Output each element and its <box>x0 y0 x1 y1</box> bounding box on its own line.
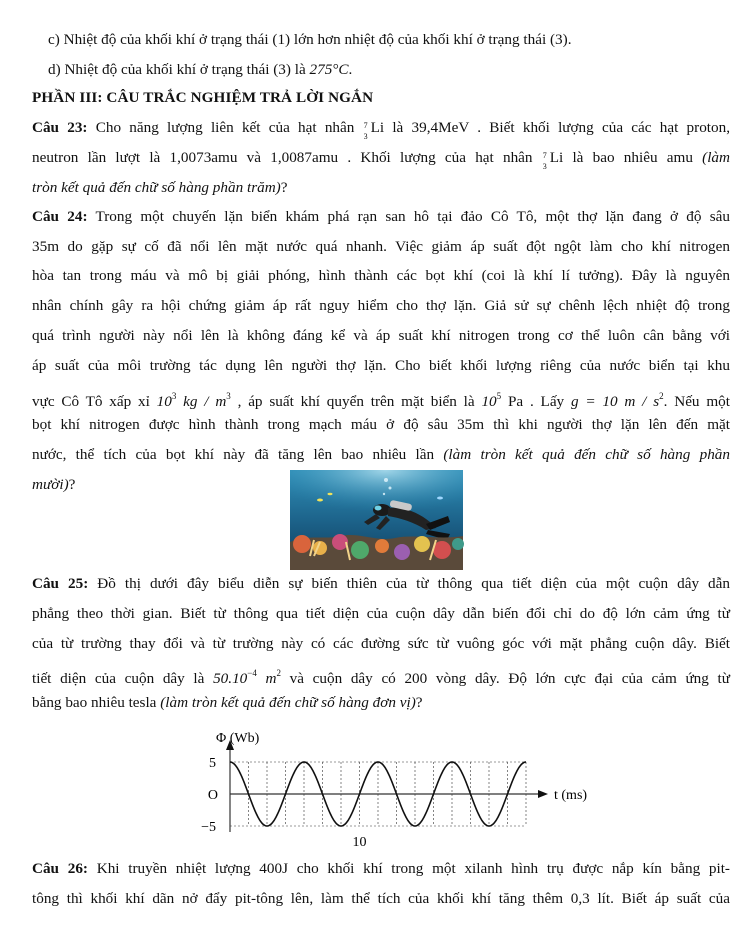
x-axis-arrow <box>538 790 548 798</box>
statement-d: d) Nhiệt độ của khối khí ở trạng thái (3) là 275°C. <box>48 61 353 78</box>
q26-label: Câu 26: <box>32 860 88 877</box>
x-axis-label: t (ms) <box>554 788 588 803</box>
q24-line-9: nước, thể tích của bọt khí này đã tăng lên bao nhiêu lần (làm tròn kết quả đến chữ số hàng phần <box>32 446 730 463</box>
section-header: PHẦN III: CÂU TRẮC NGHIỆM TRẢ LỜI NGẮN <box>32 89 374 106</box>
q24-line-5: quá trình người này nổi lên là không đáng kể và áp suất khí nitrogen trong cơ thể luôn cân bằng với <box>32 327 730 344</box>
q24-line-10: mười)? <box>32 476 76 493</box>
x-tick-label: 10 <box>352 835 367 850</box>
y-tick-label: 5 <box>209 756 216 771</box>
diver-illustration <box>290 470 463 570</box>
diver-photo <box>290 470 463 570</box>
flux-graph <box>192 730 588 850</box>
q25-label: Câu 25: <box>32 575 89 592</box>
q23-label: Câu 23: <box>32 119 88 136</box>
q25-line-4: tiết diện của cuộn dây là $50.10^{-4}$ $m^2$ và cuộn dây có 200 vòng dây. Độ lớn cực đại của cảm ứng từ <box>32 668 730 687</box>
q23-line-2: neutron lần lượt là 1,0073amu và 1,0087amu . Khối lượng của hạt nhân 7 3 Li là bao nhiêu amu (làm <box>32 149 730 171</box>
graph-axes <box>226 740 548 832</box>
statement-c: c) Nhiệt độ của khối khí ở trạng thái (1) lớn hơn nhiệt độ của khối khí ở trạng thái (3). <box>48 31 572 48</box>
q24-label: Câu 24: <box>32 208 88 225</box>
q24-line-1: Câu 24: Trong một chuyến lặn biển khám phá rạn san hô tại đảo Cô Tô, một thợ lặn đang ở độ sâu <box>32 208 730 225</box>
q24-line-2: 35m do gặp sự cố đã nổi lên mặt nước quá nhanh. Việc giảm áp suất đột ngột làm cho khí nitrogen <box>32 238 730 255</box>
q24-line-6: áp suất của môi trường tác dụng lên người thợ lặn. Cho biết khối lượng riêng của nước biển tại khu <box>32 357 730 374</box>
q25-line-3: của từ trường thay đổi và từ trường này có các đường sức từ vuông góc với mặt phẳng cuộn dây. Biết <box>32 635 730 652</box>
y-axis-label: Φ (Wb) <box>216 731 260 746</box>
q24-line-7: vực Cô Tô xấp xỉ $10^3$ kg / $m^3$ , áp suất khí quyển trên mặt biển là $10^5$ Pa . Lấy g = 10 m / $s^2$. Nếu một <box>32 391 730 410</box>
q25-line-5: bằng bao nhiêu tesla (làm tròn kết quả đến chữ số hàng đơn vị)? <box>32 694 423 711</box>
q24-line-3: hòa tan trong máu và mô bị giải phóng, hình thành các bọt khí (coi là khí lí tưởng). Đây là nguyên <box>32 267 730 284</box>
y-tick-label: O <box>207 788 218 803</box>
q25-line-2: phẳng theo thời gian. Biết từ thông qua tiết diện của cuộn dây dẫn biến đổi chỉ do độ lớn cảm ứng từ <box>32 605 730 622</box>
q26-line-1: Câu 26: Khi truyền nhiệt lượng 400J cho khối khí trong một xilanh hình trụ được nắp kín bằng pit- <box>32 860 730 877</box>
q25-line-1: Câu 25: Đồ thị dưới đây biểu diễn sự biến thiên của từ thông qua tiết diện của một cuộn dây dẫn <box>32 575 730 592</box>
q26-line-2: tông thì khối khí dãn nở đẩy pit-tông lên, làm thể tích của khối khí tăng thêm 0,3 lít. Biết áp suất của <box>32 890 730 907</box>
li-nuclide: 7 3 <box>363 121 368 141</box>
q23-line-3: tròn kết quả đến chữ số hàng phần trăm)? <box>32 179 288 196</box>
q24-line-4: nhân chính gây ra hội chứng giảm áp rất nguy hiểm cho thợ lặn. Giả sử sự chênh lệch nhiệt độ trong <box>32 297 730 314</box>
y-tick-label: −5 <box>201 820 216 835</box>
q23-line-1: Câu 23: Cho năng lượng liên kết của hạt nhân 7 3 Li là 39,4MeV . Biết khối lượng của các hạt proton, <box>32 119 730 141</box>
q24-line-8: bọt khí nitrogen được hình thành trong mạch máu ở độ sâu 35m thì khi người thợ lặn lên đến mặt <box>32 416 730 433</box>
